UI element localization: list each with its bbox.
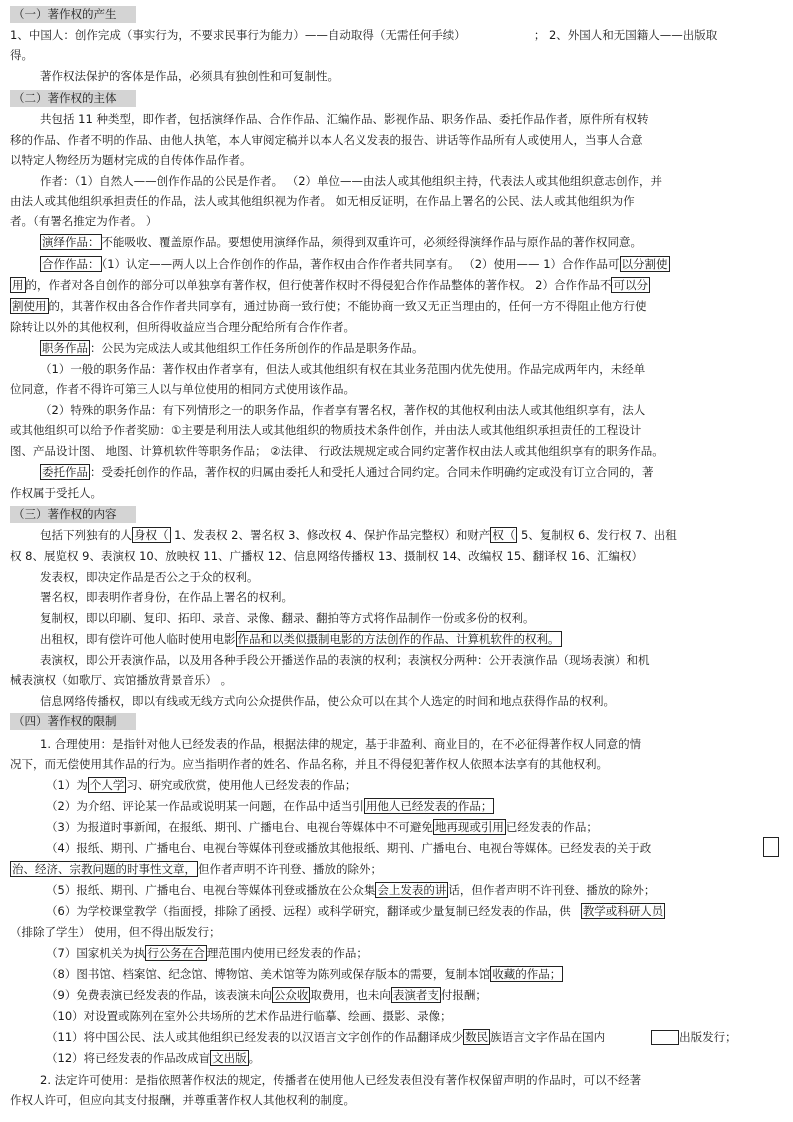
list-item: （3）为报道时事新闻，在报纸、期刊、广播电台、电视台等媒体中不可避免 地再现或引用 已经发表的作品； bbox=[46, 820, 598, 834]
text-line: 者。（有署名推定为作者。 ） bbox=[10, 214, 158, 228]
term-box: 行公务在合 bbox=[147, 946, 205, 960]
term-box: 个人学 bbox=[89, 778, 125, 792]
text-line: 著作权法保护的客体是作品，必须具有独创性和可复制性。 bbox=[40, 69, 339, 83]
term-box: 割使用 bbox=[12, 299, 47, 313]
term-box: 可以分 bbox=[613, 278, 648, 292]
list-item: （8）图书馆、档案馆、纪念馆、博物馆、美术馆等为陈列或保存版本的需要，复制本馆 收藏的作品； bbox=[46, 967, 562, 981]
text-line: 作权人许可，但应向其支付报酬，并尊重著作权人其他权利的制度。 bbox=[10, 1093, 355, 1107]
list-item: （12）将已经发表的作品改成盲 文出版 。 bbox=[46, 1051, 261, 1065]
text-line: 职务作品 ：公民为完成法人或其他组织工作任务所创作的作品是职务作品。 bbox=[42, 341, 424, 355]
text-line: 权 8、展览权 9、表演权 10、放映权 11、广播权 12、信息网络传播权 13、摄制权 14、改编权 15、翻译权 16、汇编权） bbox=[10, 549, 643, 563]
text-line: 以特定人物经历为题材完成的自传体作品作者。 bbox=[10, 153, 252, 167]
section-header-3: （三）著作权的内容 bbox=[10, 506, 136, 523]
list-item: （10）对设置或陈列在室外公共场所的艺术作品进行临摹、绘画、摄影、录像； bbox=[46, 1009, 452, 1023]
list-item: （1）为 个人学 习、研究或欣赏，使用他人已经发表的作品； bbox=[46, 778, 357, 792]
term-box: 权（ bbox=[492, 528, 516, 542]
text-line: 作者：（1）自然人——创作作品的公民是作者。 （2）单位——由法人或其他组织主持，代表法人或其他组织意志创作，并 bbox=[40, 174, 663, 188]
list-item: （6）为学校课堂教学（指面授，排除了函授、远程）或科学研究，翻译或少量复制已经发表的作品，供 教学或科研人员 bbox=[46, 904, 664, 918]
term-box: 合作作品： bbox=[42, 257, 100, 271]
text-line: 1. 合理使用：是指针对他人已经发表的作品，根据法律的规定，基于非盈利、商业目的，在不必征得著作权人同意的情 bbox=[40, 737, 642, 751]
list-item: （7）国家机关为执 行公务在合 理范围内使用已经发表的作品； bbox=[46, 946, 368, 960]
text-line: 作权属于受托人。 bbox=[10, 486, 102, 500]
text-line: 械表演权（如歌厅、宾馆播放背景音乐） 。 bbox=[10, 673, 233, 687]
list-item: 治、经济、宗教问题的时事性文章， 但作者声明不许刊登、播放的除外； bbox=[12, 862, 382, 876]
text-line: 演绎作品： 不能吸收、覆盖原作品。要想使用演绎作品，须得到双重许可，必须经得演绎作品与原作品的著作权同意。 bbox=[42, 235, 642, 249]
empty-box bbox=[651, 1030, 679, 1045]
section-header-1: （一）著作权的产生 bbox=[10, 6, 136, 23]
term-box: 以分割使 bbox=[621, 257, 668, 271]
term-box: 委托作品 bbox=[42, 465, 88, 479]
text-line: 信息网络传播权，即以有线或无线方式向公众提供作品，使公众可以在其个人选定的时间和地点获得作品的权利。 bbox=[40, 694, 615, 708]
text-line: 除转让以外的其他权利，但所得收益应当合理分配给所有合作作者。 bbox=[10, 320, 355, 334]
text-line: 图、产品设计图、 地图、计算机软件等职务作品； ②法律、 行政法规规定或合同约定著作权由法人或其他组织享有的职务作品。 bbox=[10, 444, 664, 458]
term-box: 教学或科研人员 bbox=[582, 904, 664, 918]
text-line: 况下，而无偿使用其作品的行为。应当指明作者的姓名、作品名称，并且不得侵犯著作权人依照本法享有的其他权利。 bbox=[10, 757, 608, 771]
list-item: （4）报纸、期刊、广播电台、电视台等媒体刊登或播放其他报纸、期刊、广播电台、电视台等媒体。已经发表的关于政 bbox=[46, 841, 652, 855]
term-box: 地再现或引用 bbox=[434, 820, 504, 834]
text-line: 复制权，即以印刷、复印、拓印、录音、录像、翻录、翻拍等方式将作品制作一份或多份的权利。 bbox=[40, 611, 535, 625]
text-line: 发表权，即决定作品是否公之于众的权利。 bbox=[40, 570, 259, 584]
list-item: （9）免费表演已经发表的作品，该表演未向 公众收 取费用，也未向 表演者支 付报酬； bbox=[46, 988, 487, 1002]
text-line: 1、中国人：创作完成（事实行为，不要求民事行为能力）——自动取得（无需任何手续） ； 2、外国人和无国籍人——出版取 bbox=[10, 28, 718, 42]
text-line: 用 的，作者对各自创作的部分可以单独享有著作权，但行使著作权时不得侵犯合作作品整体的著作权。 2）合作作品不 可以分 bbox=[12, 278, 648, 292]
text-line: 合作作品： （1）认定——两人以上合作创作的作品，著作权由合作作者共同享有。 （2）使用—— 1）合作作品可 以分割使 bbox=[42, 257, 668, 271]
list-item: （排除了学生） 使用，但不得出版发行； bbox=[10, 925, 221, 939]
term-box: 表演者支 bbox=[392, 988, 439, 1002]
term-box: 收藏的作品； bbox=[492, 967, 562, 981]
section-header-4: （四）著作权的限制 bbox=[10, 713, 136, 730]
section-header-2: （二）著作权的主体 bbox=[10, 90, 136, 107]
term-box: 用 bbox=[12, 278, 24, 292]
term-box: 作品和以类似摄制电影的方法创作的作品、计算机软件的权利。 bbox=[237, 632, 560, 646]
text-line: （1）一般的职务作品：著作权由作者享有，但法人或其他组织有权在其业务范围内优先使用。作品完成两年内，未经单 bbox=[40, 362, 646, 376]
term-box: 身权（ bbox=[134, 528, 169, 542]
text-line: 表演权，即公开表演作品，以及用各种手段公开播送作品的表演的权利；表演权分两种：公开表演作品（现场表演）和机 bbox=[40, 653, 650, 667]
text-line: 割使用 的，其著作权由各合作作者共同享有，通过协商一致行使；不能协商一致又无正当理由的，任何一方不得阻止他方行使 bbox=[12, 299, 647, 313]
term-box: 数民 bbox=[465, 1030, 489, 1044]
term-box: 文出版 bbox=[212, 1051, 247, 1065]
empty-box bbox=[763, 837, 779, 857]
term-box: 演绎作品： bbox=[42, 235, 100, 249]
term-box: 用他人已经发表的作品； bbox=[365, 799, 493, 813]
text-line: （2）特殊的职务作品：有下列情形之一的职务作品，作者享有署名权，著作权的其他权利由法人或其他组织享有，法人 bbox=[40, 403, 646, 417]
text-line: 移的作品、作者不明的作品、由他人执笔，本人审阅定稿并以本人名义发表的报告、讲话等作品所有人或使用人，当事人合意 bbox=[10, 133, 643, 147]
text-line: 由法人或其他组织承担责任的作品，法人或其他组织视为作者。 如无相反证明，在作品上署名的公民、法人或其他组织为作 bbox=[10, 194, 635, 208]
text-line: 2. 法定许可使用：是指依照著作权法的规定，传播者在使用他人已经发表但没有著作权保留声明的作品时，可以不经著 bbox=[40, 1073, 642, 1087]
text-line: 位同意，作者不得许可第三人以与单位使用的相同方式使用该作品。 bbox=[10, 382, 355, 396]
text-line: 署名权，即表明作者身份，在作品上署名的权利。 bbox=[40, 590, 293, 604]
list-item: （2）为介绍、评论某一作品或说明某一问题，在作品中适当引 用他人已经发表的作品； bbox=[46, 799, 493, 813]
list-item: （11）将中国公民、法人或其他组织已经发表的以汉语言文字创作的作品翻译成少 数民 族语言文字作品在国内 出版发行； bbox=[46, 1030, 737, 1044]
term-box: 治、经济、宗教问题的时事性文章， bbox=[12, 862, 196, 876]
text-line: 共包括 11 种类型，即作者，包括演绎作品、合作作品、汇编作品、影视作品、职务作品、委托作品作者，原件所有权转 bbox=[40, 112, 649, 126]
text-line: 出租权，即有偿许可他人临时使用电影 作品和以类似摄制电影的方法创作的作品、计算机软件的权利。 bbox=[40, 632, 560, 646]
text-line: 委托作品 ：受委托创作的作品，著作权的归属由委托人和受托人通过合同约定。合同未作明确约定或没有订立合同的，著 bbox=[42, 465, 654, 479]
text-line: 得。 bbox=[10, 48, 33, 62]
term-box: 会上发表的讲 bbox=[377, 883, 447, 897]
text-line: 或其他组织可以给予作者奖励：①主要是利用法人或其他组织的物质技术条件创作，并由法人或其他组织承担责任的工程设计 bbox=[10, 423, 642, 437]
text-line: 包括下列独有的人 身权（ 1、发表权 2、署名权 3、修改权 4、保护作品完整权）和财产 权（ 5、复制权 6、发行权 7、出租 bbox=[40, 528, 677, 542]
term-box: 职务作品 bbox=[42, 341, 88, 355]
term-box: 公众收 bbox=[273, 988, 309, 1002]
list-item: （5）报纸、期刊、广播电台、电视台等媒体刊登或播放在公众集 会上发表的讲 话，但作者声明不许刊登、播放的除外； bbox=[46, 883, 656, 897]
